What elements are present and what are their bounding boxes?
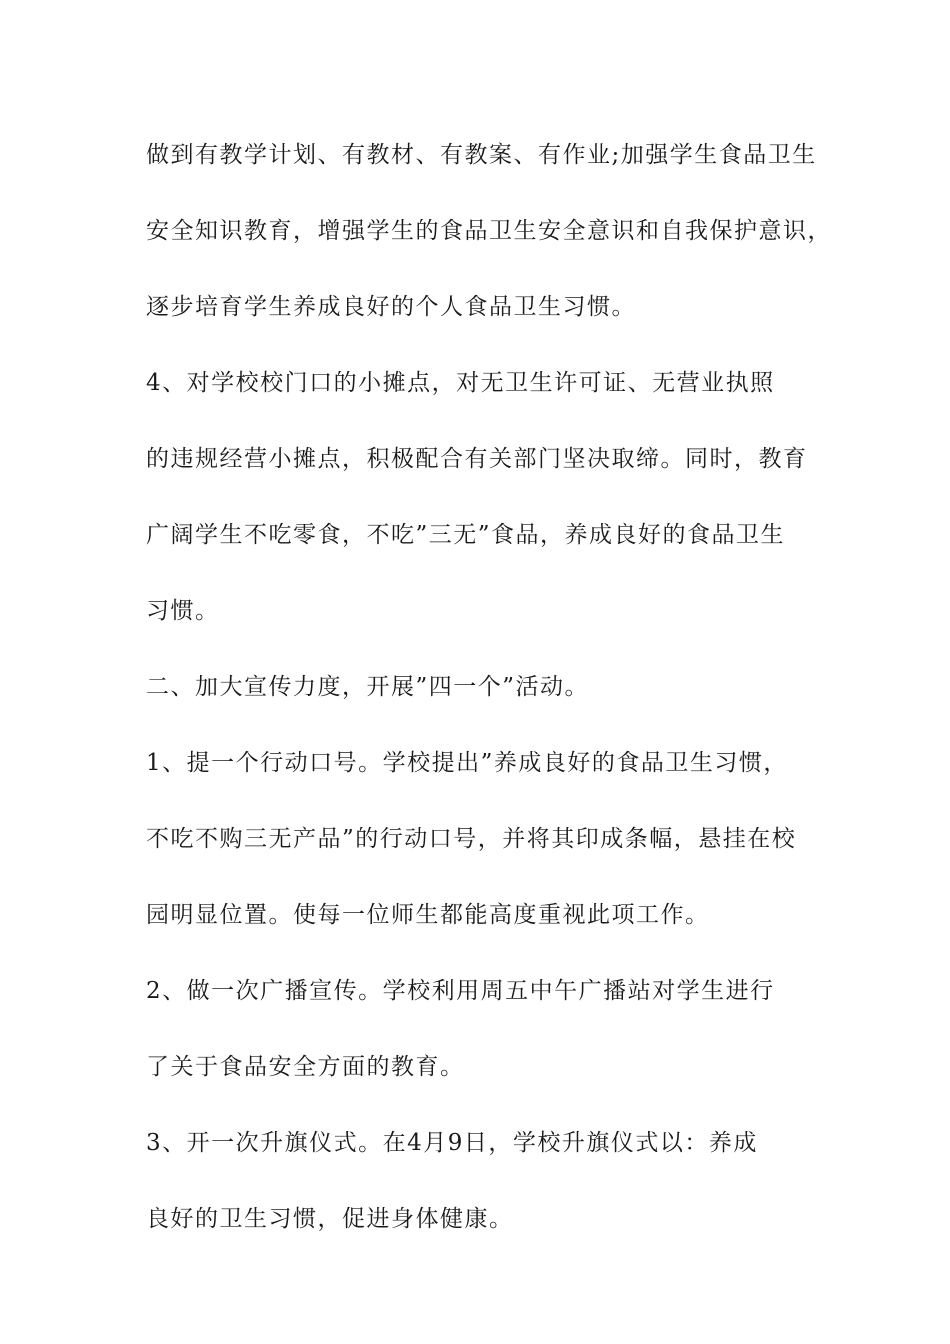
text-line: 习惯。 [146, 598, 220, 624]
text-line: 逐步培育学生养成良好的个人食品卫生习惯。 [146, 294, 636, 320]
text-line: 1、提一个行动口号。学校提出”养成良好的食品卫生习惯， [146, 750, 788, 776]
text-line: 安全知识教育，增强学生的食品卫生安全意识和自我保护意识， [146, 218, 832, 244]
text-line: 的违规经营小摊点，积极配合有关部门坚决取缔。同时，教育 [146, 446, 808, 472]
text-line: 2、做一次广播宣传。学校利用周五中午广播站对学生进行 [146, 978, 775, 1004]
text-line: 4、对学校校门口的小摊点，对无卫生许可证、无营业执照 [146, 370, 775, 396]
section-heading: 二、加大宣传力度，开展”四一个”活动。 [146, 674, 590, 700]
text-line: 良好的卫生习惯，促进身体健康。 [146, 1206, 514, 1232]
text-line: 了关于食品安全方面的教育。 [146, 1054, 465, 1080]
text-line: 做到有教学计划、有教材、有教案、有作业;加强学生食品卫生 [146, 142, 817, 168]
body-text [146, 117, 832, 1257]
text-line: 3、开一次升旗仪式。在4月9日，学校升旗仪式以：养成 [146, 1130, 758, 1156]
text-line: 园明显位置。使每一位师生都能高度重视此项工作。 [146, 902, 710, 928]
text-line: 不吃不购三无产品”的行动口号，并将其印成条幅，悬挂在校 [146, 826, 797, 852]
text-line: 广阔学生不吃零食，不吃”三无”食品，养成良好的食品卫生 [146, 522, 786, 548]
